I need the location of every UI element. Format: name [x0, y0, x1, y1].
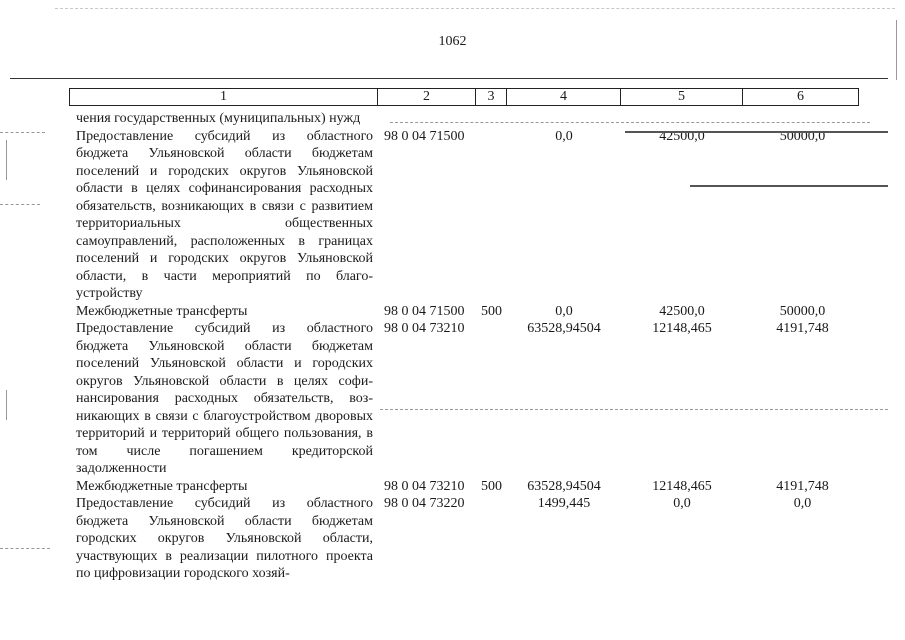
table-header-row — [69, 88, 859, 106]
row-code: 98 0 04 71500 — [384, 303, 465, 319]
scan-line — [625, 131, 888, 133]
table-body — [0, 110, 905, 583]
header-col-4: 4 — [507, 89, 621, 105]
row-value-1: 63528,94504 — [527, 321, 601, 336]
top-rule — [10, 78, 888, 79]
row-value-2: 42500,0 — [659, 303, 705, 319]
row-name: Межбюджетные трансферты — [76, 303, 248, 319]
row-code: 98 0 04 73210 — [384, 478, 465, 494]
table-row — [0, 303, 905, 321]
row-value-2: 42500,0 — [659, 128, 705, 144]
row-value-3: 50000,0 — [779, 303, 826, 319]
table-row — [0, 478, 905, 496]
page-number: 1062 — [438, 34, 467, 49]
row-code: 98 0 04 73210 — [384, 321, 465, 336]
row-name: чения государственных (муниципальных) нужд — [76, 111, 361, 126]
scan-line — [690, 185, 888, 187]
scan-line — [390, 122, 870, 123]
row-value-2: 12148,465 — [652, 321, 712, 336]
header-col-2: 2 — [378, 89, 476, 105]
scan-mark — [896, 20, 897, 80]
row-value-2: 0,0 — [673, 496, 691, 511]
scan-line — [0, 548, 50, 549]
header-col-1: 1 — [70, 89, 378, 105]
row-name: Предоставление субсидий из областного бюджета Ульяновской области бюджетам поселений и городских округов Ульяновской области в целях софинансирования расходных обязательств, возникающих в связи с развитием территориальных общественных самоуправлений, расположенных в границах поселений и городских округов Ульяновской области, в части мероприятий по благоустройству — [76, 128, 373, 301]
row-value-2: 12148,465 — [652, 478, 712, 494]
table-row — [0, 495, 905, 583]
row-code: 98 0 04 73220 — [384, 496, 465, 511]
table-row — [0, 320, 905, 478]
row-value-1: 63528,94504 — [527, 478, 601, 494]
table-row — [0, 110, 905, 128]
table-row — [0, 128, 905, 303]
scan-artifact-top — [55, 8, 895, 9]
row-name: Предоставление субсидий из областного бюджета Ульяновской области бюджетам поселений Ульяновской области и городских округов Ульяновской области в целях софинансирования расходных обязательств, возникающих в связи с благоустройством дворовых территорий и территорий общего пользования, в том числе погашением кредиторской задолженности — [76, 321, 373, 476]
row-value-3: 4191,748 — [776, 478, 829, 494]
row-value-3: 50000,0 — [779, 128, 826, 144]
row-vr: 500 — [481, 303, 502, 319]
scan-line — [380, 409, 888, 410]
row-value-1: 1499,445 — [537, 496, 591, 511]
row-name: Предоставление субсидий из областного бюджета Ульяновской области бюджетам городских округов Ульяновской области, участвующих в реализации пилотного проекта по цифровизации городского хозяй- — [76, 496, 373, 581]
scan-mark — [6, 140, 7, 180]
row-vr: 500 — [481, 478, 502, 494]
row-value-3: 0,0 — [793, 496, 812, 511]
row-value-1: 0,0 — [555, 128, 573, 144]
row-value-3: 4191,748 — [776, 321, 829, 336]
row-value-1: 0,0 — [555, 303, 573, 319]
row-code: 98 0 04 71500 — [384, 128, 465, 144]
scan-line — [0, 132, 45, 133]
row-name: Межбюджетные трансферты — [76, 478, 248, 494]
header-col-5: 5 — [621, 89, 743, 105]
scan-line — [0, 204, 40, 205]
header-col-3: 3 — [476, 89, 507, 105]
scan-mark — [6, 390, 7, 420]
header-col-6: 6 — [797, 89, 804, 104]
